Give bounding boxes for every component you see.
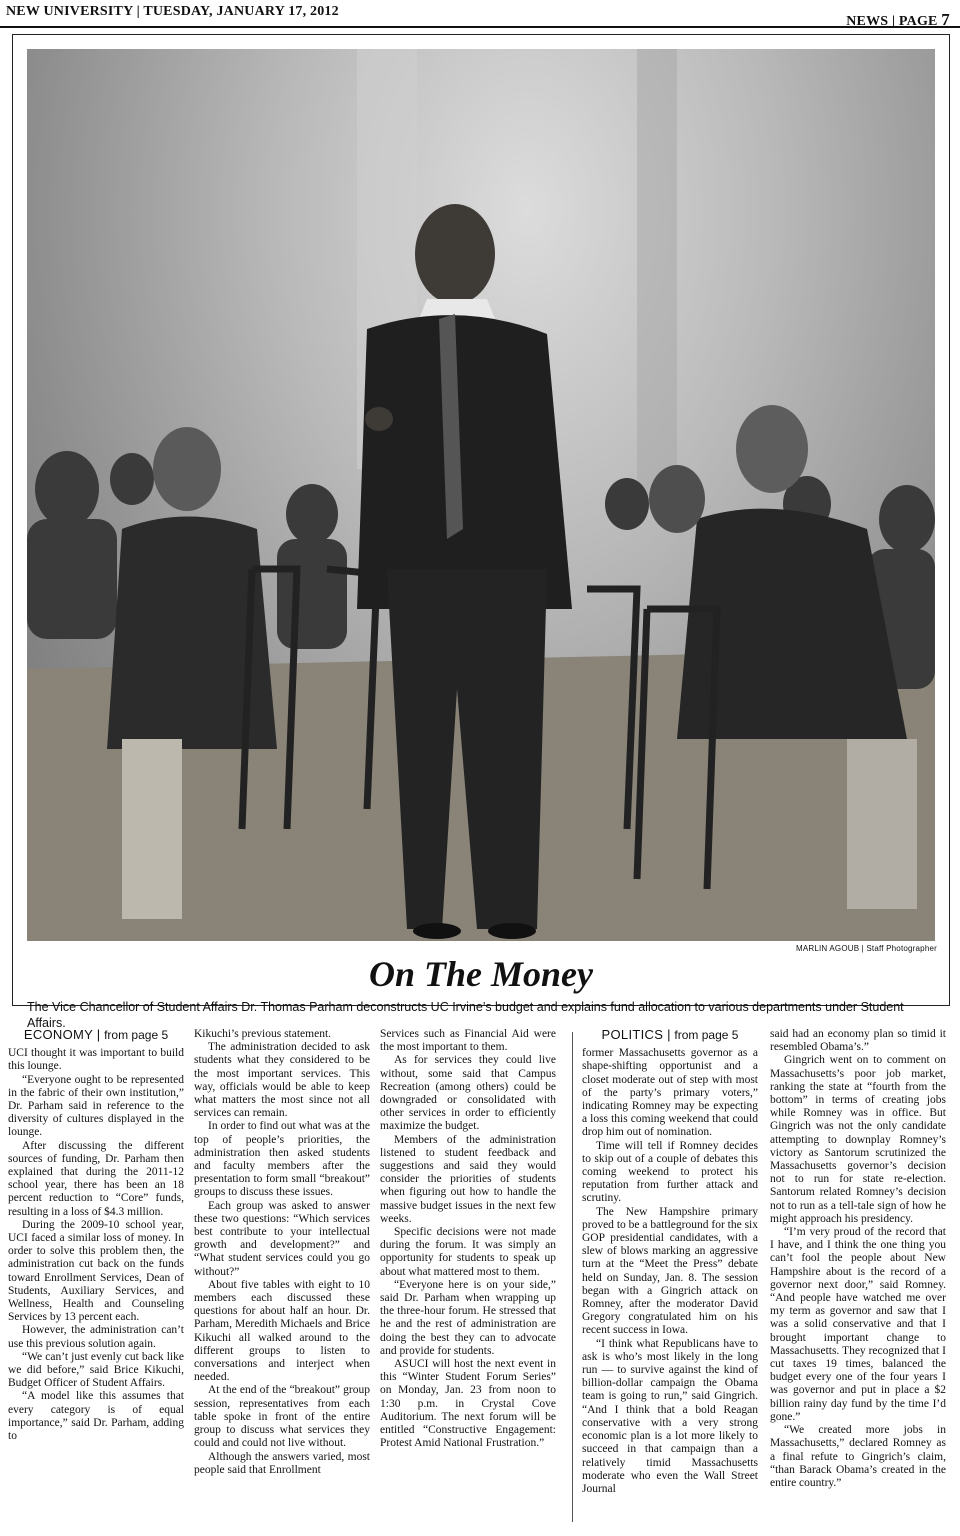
paragraph: As for services they could live without, some said that Campus Recreation (among others) could be downgraded or consolidated with other services in order to efficiently maximize the budget. — [380, 1054, 556, 1133]
jump-line-economy: ECONOMY | from page 5 — [23, 1027, 169, 1042]
column-3 — [380, 1028, 556, 1451]
paragraph: Each group was asked to answer these two questions: “Which services best contribute to your intellectual growth and development?” and “What student services could you go without?” — [194, 1199, 370, 1278]
column-divider — [572, 1032, 573, 1522]
paragraph: “A model like this assumes that every category is of equal importance,” said Dr. Parham, adding to — [8, 1390, 184, 1443]
news-photo — [27, 49, 935, 941]
paragraph: “Everyone here is on your side,” said Dr. Parham when wrapping up the three-hour forum. He stressed that he and the rest of administration are doing the best they can to advocate and provide for students. — [380, 1278, 556, 1357]
paragraph: “We can’t just evenly cut back like we did before,” said Brice Kikuchi, Budget Officer of Student Affairs. — [8, 1350, 184, 1390]
paragraph: said had an economy plan so timid it resembled Obama’s.” — [770, 1028, 946, 1054]
article-columns — [8, 1028, 952, 1528]
paragraph: Members of the administration listened to student feedback and suggestions and said they would consider the priorities of students when figuring out how to handle the massive budget issues in the next few weeks. — [380, 1133, 556, 1225]
photo-box — [12, 34, 950, 1030]
page-number: 7 — [941, 10, 950, 29]
masthead-dateline: NEW UNIVERSITY | TUESDAY, JANUARY 17, 2012 — [6, 4, 339, 19]
paragraph: The administration decided to ask students what they considered to be the most important services. This way, officials would be able to keep what matters the most since not all services can remain. — [194, 1041, 370, 1120]
paragraph: “Everyone ought to be represented in the fabric of their own institution,” Dr. Parham said in reference to the diversity of cultures displayed in the lounge. — [8, 1073, 184, 1139]
paragraph: Specific decisions were not made during the forum. It was simply an opportunity for students to speak up about what mattered most to them. — [380, 1226, 556, 1278]
jump-line-politics: POLITICS | from page 5 — [601, 1027, 739, 1042]
column-5 — [770, 1028, 946, 1490]
paragraph: Gingrich went on to comment on Massachusetts’s poor job market, ranking the state at “fourth from the bottom” in terms of creating jobs while Romney was in office. But Gingrich was not the only candidate attempting to downplay Romney’s victory as Santorum scrutinized the Massachusetts governor’s decision not to run for state re-election. Santorum related Romney’s decision not to run as a tell-tale sign of how he might approach his presidency. — [770, 1054, 946, 1225]
paragraph: Kikuchi’s previous statement. — [194, 1028, 332, 1040]
header-rule — [0, 26, 960, 28]
photo-illustration — [27, 49, 935, 941]
paragraph: After discussing the different sources of funding, Dr. Parham then explained that during the 2011-12 school year, there has been an 18 percent reduction to “Core” funds, resulting in a loss of $4.3 million. — [8, 1139, 184, 1218]
paragraph: former Massachusetts governor as a shape-shifting opportunist and a closet moderate out of step with most of the party’s primary voters,” indicating Romney may be expecting a loss this coming weekend that could drop him out of nomination. — [582, 1047, 758, 1139]
paragraph: At the end of the “breakout” group session, representatives from each table spoke in front of the entire group to discuss what services they could and could not live without. — [194, 1384, 370, 1450]
paragraph: Although the answers varied, most people said that Enrollment — [194, 1450, 370, 1476]
photo-caption: The Vice Chancellor of Student Affairs Dr. Thomas Parham deconstructs UC Irvine’s budget and explains fund allocation to various departments under Student Affairs. — [27, 1000, 904, 1030]
paragraph: UCI thought it was important to build this lounge. — [8, 1047, 184, 1073]
paragraph: However, the administration can’t use this previous solution again. — [8, 1324, 184, 1350]
section-label: NEWS | PAGE — [846, 14, 938, 29]
paragraph: The New Hampshire primary proved to be a battleground for the six GOP presidential candidates, with a slew of blows marking an aggressive turn at the “Meet the Press” debate held on Sunday, Jan. 8. The session began with a Gingrich attack on Romney, after the moderator David Gregory congratulated him on his recent success in Iowa. — [582, 1205, 758, 1337]
paragraph: “I think what Republicans have to ask is who’s most likely in the long run — to survive against the kind of billion-dollar campaign the Obama team is going to run,” said Gingrich. “And I think that a bold Reagan conservative with a very strong economic plan is a lot more likely to succeed in that campaign than a relatively timid Massachusetts moderate who even the Wall Street Journal — [582, 1337, 758, 1495]
column-2 — [194, 1028, 370, 1477]
photo-headline: On The Money — [369, 954, 593, 994]
paragraph: Time will tell if Romney decides to skip out of a couple of debates this coming weekend to protect his reputation from further attack and scrutiny. — [582, 1139, 758, 1205]
paragraph: ASUCI will host the next event in this “Winter Student Forum Series” on Monday, Jan. 23 from noon to 1:30 p.m. in Crystal Cove Auditorium. The next forum will be entitled “Constructive Engagement: Protest Amid National Frustration.” — [380, 1358, 556, 1450]
page-header — [6, 4, 954, 29]
paragraph: “I’m very proud of the record that I have, and I think the one thing you can’t fool the people about New Hampshire about is the record of a governor next door,” said Romney. “And people have watched me over my term as governor and saw that I was a solid conservative and that I brought important change to Massachusetts. They recognized that I cut taxes 19 times, balanced the budget every one of the four years I was governor and put in place a $2 billion rainy day fund by the time I’d gone.” — [770, 1226, 946, 1423]
column-1 — [8, 1028, 184, 1443]
photo-credit: MARLIN AGOUB | Staff Photographer — [795, 944, 937, 953]
paragraph: About five tables with eight to 10 members each discussed these questions for about half an hour. Dr. Parham, Meredith Michaels and Brice Kikuchi all walked around to the different groups to listen to conversations and interject when needed. — [194, 1278, 370, 1384]
paragraph: In order to find out what was at the top of people’s priorities, the administration then asked students and faculty members after the presentation to form small “breakout” groups to discuss these issues. — [194, 1120, 370, 1199]
paragraph: “We created more jobs in Massachusetts,” declared Romney as a final refute to Gingrich’s claim, “than Barack Obama’s created in the entire country.” — [770, 1424, 946, 1489]
paragraph: During the 2009-10 school year, UCI faced a similar loss of money. In order to solve this problem then, the administration cut back on the funds toward Enrollment Services, Dean of Students, Auxiliary Services, and Wellness, Health and Counseling Services by 13 percent each. — [8, 1218, 184, 1324]
column-4 — [582, 1028, 758, 1496]
paragraph: Services such as Financial Aid were the most important to them. — [380, 1028, 556, 1054]
